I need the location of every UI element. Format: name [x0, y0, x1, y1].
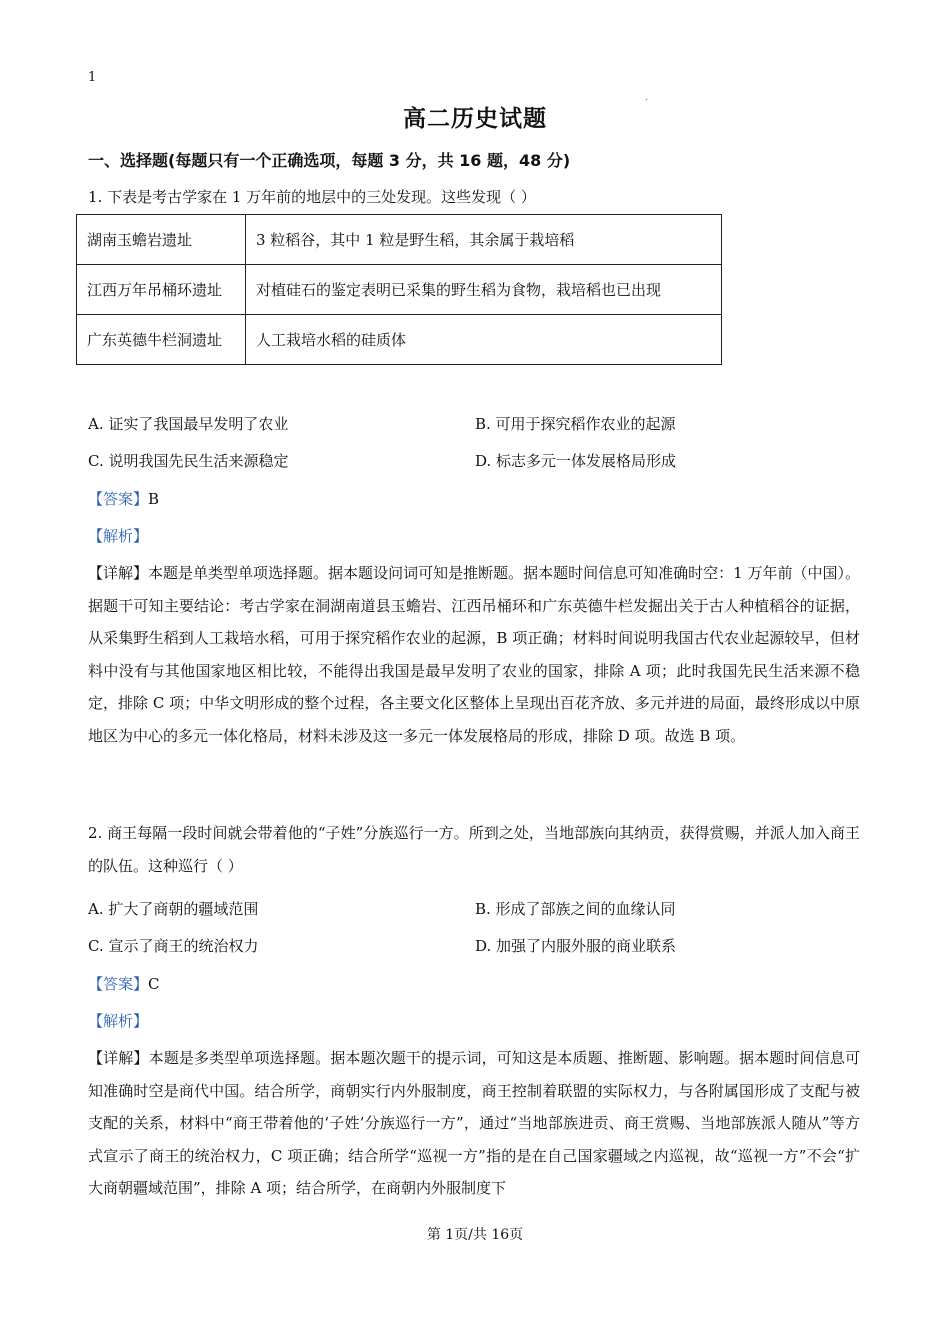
- table-cell-site: 湖南玉蟾岩遗址: [77, 215, 246, 265]
- answer-value: B: [148, 490, 160, 508]
- table-row: [77, 315, 722, 365]
- q1-option-d: D. 标志多元一体发展格局形成: [475, 452, 677, 470]
- table-cell-finding: 人工栽培水稻的硅质体: [246, 315, 722, 365]
- detail-label: 【详解】: [88, 564, 149, 582]
- q1-option-c: C. 说明我国先民生活来源稳定: [88, 452, 289, 470]
- q2-answer: [88, 973, 160, 994]
- q2-option-b: B. 形成了部族之间的血缘认同: [475, 900, 676, 918]
- detail-text: 本题是单类型单项选择题。据本题设问词可知是推断题。据本题时间信息可知准确时空：1 万年前（中国）。据题干可知主要结论：考古学家在洞湖南道县玉蟾岩、江西吊桶环和广东英德牛栏发掘出关于古人种植稻谷的证据，从采集野生稻到人工栽培水稻，可用于探究稻作农业的起源，B 项正确；材料时间说明我国古代农业起源较早，但材料中没有与其他国家地区相比较，不能得出我国是最早发明了农业的国家，排除 A 项；此时我国先民生活来源不稳定，排除 C 项；中华文明形成的整个过程，各主要文化区整体上呈现出百花齐放、多元并进的局面，最终形成以中原地区为中心的多元一体化格局，材料未涉及这一多元一体发展格局的形成，排除 D 项。故选 B 项。: [88, 564, 860, 745]
- table-cell-finding: 3 粒稻谷，其中 1 粒是野生稻，其余属于栽培稻: [246, 215, 722, 265]
- q1-table: [76, 214, 722, 365]
- q1-detail: [88, 557, 860, 752]
- q1-answer: [88, 488, 159, 509]
- q2-stem: 2. 商王每隔一段时间就会带着他的“子姓”分族巡行一方。所到之处，当地部族向其纳贡，获得赏赐，并派人加入商王的队伍。这种巡行（ ）: [88, 824, 860, 875]
- table-cell-site: 江西万年吊桶环遗址: [77, 265, 246, 315]
- q1-option-b: B. 可用于探究稻作农业的起源: [475, 415, 676, 433]
- detail-label: 【详解】: [88, 1049, 149, 1067]
- table-row: [77, 265, 722, 315]
- answer-value: C: [148, 975, 160, 993]
- answer-label: 【答案】: [88, 975, 149, 993]
- answer-label: 【答案】: [88, 490, 149, 508]
- q2-analysis-label: 【解析】: [88, 1012, 149, 1030]
- table-cell-finding: 对植硅石的鉴定表明已采集的野生稻为食物，栽培稻也已出现: [246, 265, 722, 315]
- q1-option-a: A. 证实了我国最早发明了农业: [88, 415, 289, 433]
- detail-text: 本题是多类型单项选择题。据本题次题干的提示词，可知这是本质题、推断题、影响题。据本题时间信息可知准确时空是商代中国。结合所学，商朝实行内外服制度，商王控制着联盟的实际权力，与各附属国形成了支配与被支配的关系，材料中“商王带着他的‘子姓’分族巡行一方”，通过“当地部族进贡、商王赏赐、当地部族派人随从”等方式宣示了商王的统治权力，C 项正确；结合所学“巡视一方”指的是在自己国家疆域之内巡视，故“巡视一方”不会“扩大商朝疆域范围”，排除 A 项；结合所学，在商朝内外服制度下: [88, 1049, 860, 1197]
- q1-analysis-label: 【解析】: [88, 527, 149, 545]
- dot-mark: .: [645, 92, 649, 103]
- page-marker: 1: [88, 70, 97, 85]
- section-heading: 一、选择题(每题只有一个正确选项，每题 3 分，共 16 题，48 分): [88, 151, 571, 170]
- q1-stem: 1. 下表是考古学家在 1 万年前的地层中的三处发现。这些发现（ ）: [88, 188, 536, 206]
- q2-option-d: D. 加强了内服外服的商业联系: [475, 937, 677, 955]
- q2-option-c: C. 宣示了商王的统治权力: [88, 937, 259, 955]
- page-footer: 第 1页/共 16页: [426, 1227, 524, 1243]
- page-title: 高二历史试题: [403, 106, 547, 132]
- table-cell-site: 广东英德牛栏洞遗址: [77, 315, 246, 365]
- q2-detail: [88, 1042, 860, 1205]
- table-row: [77, 215, 722, 265]
- q2-option-a: A. 扩大了商朝的疆域范围: [88, 900, 259, 918]
